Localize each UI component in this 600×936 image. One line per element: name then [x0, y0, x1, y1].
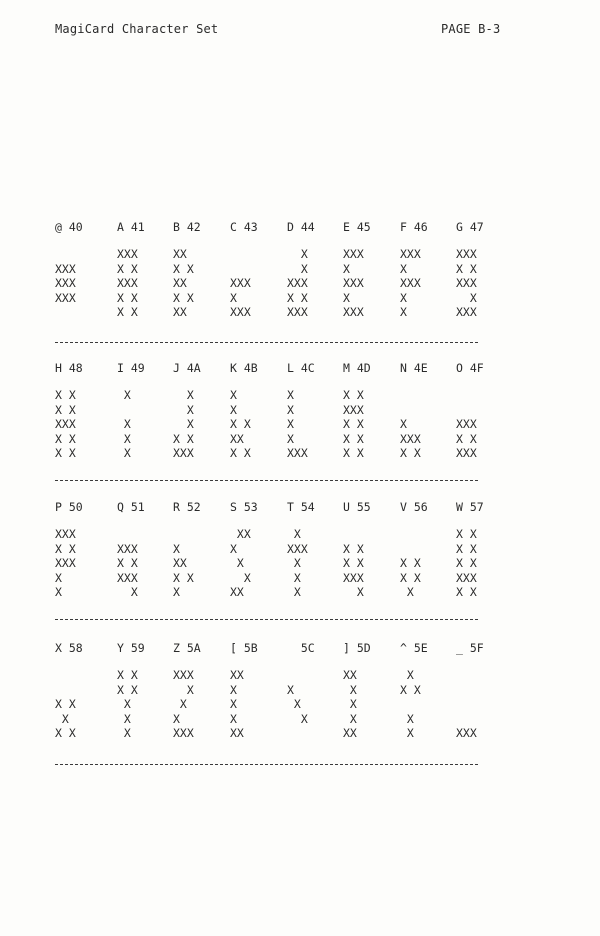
bitmap-row [400, 388, 421, 403]
character-bitmap [456, 668, 477, 741]
bitmap-row: XXX [343, 570, 364, 585]
bitmap-row: X [287, 431, 294, 446]
character-code-label: P 50 [55, 500, 83, 514]
character-code-label: W 57 [456, 500, 484, 514]
bitmap-row [117, 403, 131, 418]
character-bitmap [230, 388, 251, 461]
bitmap-row: XX [230, 668, 244, 682]
bitmap-row: XXX [117, 247, 138, 261]
bitmap-row: X [230, 388, 237, 402]
bitmap-row: XX [173, 305, 187, 319]
bitmap-row: X X [456, 431, 477, 446]
bitmap-row: XXX [456, 276, 477, 290]
character-bitmap [343, 527, 364, 600]
bitmap-row: XXX [343, 305, 364, 319]
bitmap-row [400, 403, 421, 418]
bitmap-row: X [117, 585, 138, 599]
page-number: PAGE B-3 [441, 22, 501, 36]
bitmap-row: X X [343, 417, 364, 431]
character-code-label: [ 5B [230, 641, 258, 655]
bitmap-row: XXX [400, 431, 421, 446]
character-code-label: G 47 [456, 220, 484, 234]
bitmap-row: XXX [456, 570, 477, 585]
bitmap-row: X [343, 585, 364, 599]
character-code-label: _ 5F [456, 641, 484, 655]
bitmap-row: X X [343, 431, 364, 446]
bitmap-row: X X [55, 402, 76, 417]
bitmap-row: X [117, 446, 131, 460]
character-bitmap [287, 247, 308, 320]
bitmap-row: X [55, 711, 69, 726]
character-bitmap [230, 668, 244, 741]
character-code-label: Z 5A [173, 641, 201, 655]
character-code-label: C 43 [230, 220, 258, 234]
bitmap-row: X [287, 402, 294, 417]
bitmap-row: X X [456, 527, 477, 541]
bitmap-row: X X [55, 697, 76, 711]
bitmap-row: X [287, 417, 294, 431]
character-bitmap [400, 668, 421, 741]
bitmap-row [456, 668, 477, 683]
bitmap-row: XXX [230, 305, 251, 319]
character-code-label: 5C [287, 641, 315, 655]
bitmap-row: XXX [456, 726, 477, 740]
character-code-label: R 52 [173, 500, 201, 514]
bitmap-row: X [230, 290, 237, 305]
bitmap-row: X [287, 697, 301, 711]
bitmap-row: XXX [343, 247, 364, 261]
bitmap-row: X X [456, 541, 477, 556]
bitmap-row: XX [230, 585, 244, 599]
character-bitmap [55, 247, 76, 320]
bitmap-row: XXX [343, 276, 364, 290]
bitmap-row: X [400, 261, 407, 276]
character-bitmap [230, 247, 251, 320]
bitmap-row: X [117, 431, 131, 446]
character-code-label: ^ 5E [400, 641, 428, 655]
bitmap-row: XXX [173, 726, 194, 740]
character-bitmap [343, 388, 364, 461]
bitmap-row: X [287, 570, 301, 585]
dashed-divider [55, 619, 478, 620]
character-bitmap [400, 247, 421, 320]
character-code-label: V 56 [400, 500, 428, 514]
bitmap-row: XXX [456, 305, 477, 319]
bitmap-row: X X [55, 541, 76, 556]
bitmap-row: X X [400, 556, 421, 570]
bitmap-row: X X [230, 446, 251, 460]
bitmap-row: X X [173, 290, 194, 305]
bitmap-row: XXX [400, 247, 421, 261]
bitmap-row: XX [173, 247, 187, 261]
bitmap-row: X [230, 556, 244, 570]
character-code-label: E 45 [343, 220, 371, 234]
bitmap-row: XX [343, 726, 357, 740]
character-bitmap [400, 388, 421, 461]
bitmap-row: XX [173, 276, 187, 290]
character-code-label: T 54 [287, 500, 315, 514]
character-code-label: B 42 [173, 220, 201, 234]
bitmap-row: X [343, 261, 350, 276]
bitmap-row: X X [55, 446, 76, 460]
bitmap-row [230, 247, 251, 262]
bitmap-row: X [287, 556, 301, 570]
character-bitmap [173, 668, 194, 741]
bitmap-row: X X [343, 388, 364, 402]
bitmap-row: XXX [55, 276, 76, 290]
character-bitmap [55, 527, 76, 600]
bitmap-row: XXX [400, 276, 421, 290]
character-bitmap [230, 527, 251, 600]
character-bitmap [456, 247, 477, 320]
character-bitmap [400, 527, 421, 600]
bitmap-row: X X [117, 668, 138, 682]
bitmap-row [456, 683, 477, 698]
bitmap-row: XXX [55, 417, 76, 431]
bitmap-row: X [230, 570, 251, 585]
bitmap-row: XXX [287, 446, 308, 460]
bitmap-row: X [173, 402, 194, 417]
bitmap-row: X X [400, 682, 421, 697]
character-bitmap [55, 388, 76, 461]
character-bitmap [173, 527, 194, 600]
character-code-label: F 46 [400, 220, 428, 234]
bitmap-row: X X [456, 556, 477, 570]
bitmap-row: XXX [287, 305, 308, 319]
character-bitmap [55, 668, 76, 741]
bitmap-row: X [55, 585, 62, 599]
bitmap-row: XX [230, 527, 251, 541]
bitmap-row: XXX [173, 668, 194, 682]
bitmap-row: X [230, 541, 237, 556]
character-code-label: Y 59 [117, 641, 145, 655]
bitmap-row: XXX [117, 541, 138, 556]
bitmap-row: X [287, 682, 294, 697]
bitmap-row: XXX [456, 446, 477, 460]
bitmap-row: X X [400, 446, 421, 460]
bitmap-row: X [173, 585, 180, 599]
bitmap-row: X [230, 402, 237, 417]
bitmap-row [55, 247, 76, 262]
bitmap-row: XX [230, 431, 244, 446]
bitmap-row: X X [55, 726, 76, 740]
bitmap-row: X [400, 726, 414, 740]
dashed-divider [55, 764, 478, 765]
bitmap-row [230, 262, 251, 277]
character-code-label: H 48 [55, 361, 83, 375]
bitmap-row [287, 668, 308, 683]
bitmap-row: X [173, 711, 180, 726]
bitmap-row: X X [173, 570, 194, 585]
bitmap-row: X X [400, 570, 421, 585]
bitmap-row: XXX [55, 556, 76, 570]
bitmap-row: XX [343, 668, 357, 682]
bitmap-row: X [456, 290, 477, 305]
bitmap-row: X [400, 668, 414, 682]
character-bitmap [173, 388, 194, 461]
bitmap-row: XXX [117, 276, 138, 290]
bitmap-row: X X [456, 261, 477, 276]
bitmap-row: XXX [343, 402, 364, 417]
bitmap-row: X [287, 261, 308, 276]
bitmap-row: X X [456, 585, 477, 599]
bitmap-row: X [173, 417, 194, 431]
dashed-divider [55, 342, 478, 343]
bitmap-row: XXX [55, 261, 76, 276]
bitmap-row: XXX [117, 570, 138, 585]
bitmap-row: XX [230, 726, 244, 740]
bitmap-row: X [173, 697, 187, 711]
bitmap-row: XXX [456, 247, 477, 261]
bitmap-row: X X [55, 388, 76, 402]
character-bitmap [456, 388, 477, 461]
bitmap-row: X [117, 388, 131, 402]
bitmap-row: X [287, 711, 308, 726]
bitmap-row [400, 527, 421, 542]
bitmap-row [456, 388, 477, 403]
character-bitmap [117, 247, 138, 320]
character-bitmap [173, 247, 194, 320]
bitmap-row: X [400, 585, 414, 599]
character-bitmap [287, 527, 308, 600]
character-code-label: X 58 [55, 641, 83, 655]
character-code-label: M 4D [343, 361, 371, 375]
bitmap-row [173, 527, 194, 542]
bitmap-row: X X [117, 305, 138, 319]
bitmap-row: X [117, 697, 131, 711]
bitmap-row [400, 542, 421, 557]
bitmap-row: X [400, 290, 407, 305]
bitmap-row: X [117, 726, 131, 740]
bitmap-row: XXX [55, 527, 76, 541]
character-bitmap [287, 388, 308, 461]
bitmap-row: X [117, 711, 131, 726]
character-bitmap [117, 388, 131, 461]
character-code-label: U 55 [343, 500, 371, 514]
character-code-label: ] 5D [343, 641, 371, 655]
bitmap-row: X X [117, 261, 138, 276]
bitmap-row: XXX [287, 541, 308, 556]
character-code-label: @ 40 [55, 220, 83, 234]
bitmap-row: XXX [55, 290, 76, 305]
bitmap-row: X [55, 570, 62, 585]
bitmap-row: XXX [173, 446, 194, 460]
bitmap-row: XXX [456, 417, 477, 431]
character-bitmap [117, 668, 138, 741]
character-code-label: S 53 [230, 500, 258, 514]
bitmap-row: X [343, 290, 350, 305]
document-title: MagiCard Character Set [55, 22, 219, 36]
bitmap-row: X X [343, 541, 364, 556]
character-code-label: K 4B [230, 361, 258, 375]
bitmap-row: X [400, 417, 407, 431]
bitmap-row: X [287, 585, 301, 599]
bitmap-row: X [230, 711, 237, 726]
bitmap-row: X [173, 388, 194, 402]
bitmap-row: X [173, 541, 180, 556]
bitmap-row [343, 527, 364, 542]
bitmap-row [456, 697, 477, 712]
bitmap-row: X X [343, 556, 364, 570]
bitmap-row: X [173, 682, 194, 697]
bitmap-row: X [287, 247, 308, 261]
dashed-divider [55, 480, 478, 481]
bitmap-row: XXX [287, 276, 308, 290]
character-bitmap [456, 527, 477, 600]
bitmap-row: X [287, 527, 301, 541]
bitmap-row: X [287, 388, 294, 402]
bitmap-row: X X [55, 431, 76, 446]
bitmap-row: X [117, 417, 131, 431]
bitmap-row [400, 697, 421, 712]
bitmap-row: X [343, 711, 357, 726]
character-code-label: Q 51 [117, 500, 145, 514]
character-code-label: D 44 [287, 220, 315, 234]
character-bitmap [117, 527, 138, 600]
bitmap-row: X X [173, 431, 194, 446]
character-bitmap [343, 247, 364, 320]
bitmap-row: X X [117, 682, 138, 697]
character-code-label: O 4F [456, 361, 484, 375]
bitmap-row [55, 668, 76, 683]
bitmap-row: X X [343, 446, 364, 460]
bitmap-row: X [343, 697, 357, 711]
bitmap-row: X [400, 711, 414, 726]
bitmap-row: X [230, 697, 237, 711]
bitmap-row: X X [117, 556, 138, 570]
bitmap-row: XXX [230, 276, 251, 290]
bitmap-row: X X [287, 290, 308, 305]
bitmap-row [456, 712, 477, 727]
bitmap-row [456, 403, 477, 418]
character-code-label: I 49 [117, 361, 145, 375]
character-code-label: J 4A [173, 361, 201, 375]
bitmap-row: X X [173, 261, 194, 276]
bitmap-row: XX [173, 556, 187, 570]
bitmap-row [287, 726, 308, 741]
bitmap-row: X X [230, 417, 251, 431]
bitmap-row: X [400, 305, 407, 319]
character-code-label: N 4E [400, 361, 428, 375]
character-bitmap [343, 668, 357, 741]
bitmap-row: X [343, 682, 357, 697]
bitmap-row [55, 683, 76, 698]
character-code-label: A 41 [117, 220, 145, 234]
bitmap-row: X [230, 682, 237, 697]
bitmap-row [117, 527, 138, 542]
bitmap-row: X X [117, 290, 138, 305]
character-code-label: L 4C [287, 361, 315, 375]
character-bitmap [287, 668, 308, 741]
bitmap-row [55, 305, 76, 320]
